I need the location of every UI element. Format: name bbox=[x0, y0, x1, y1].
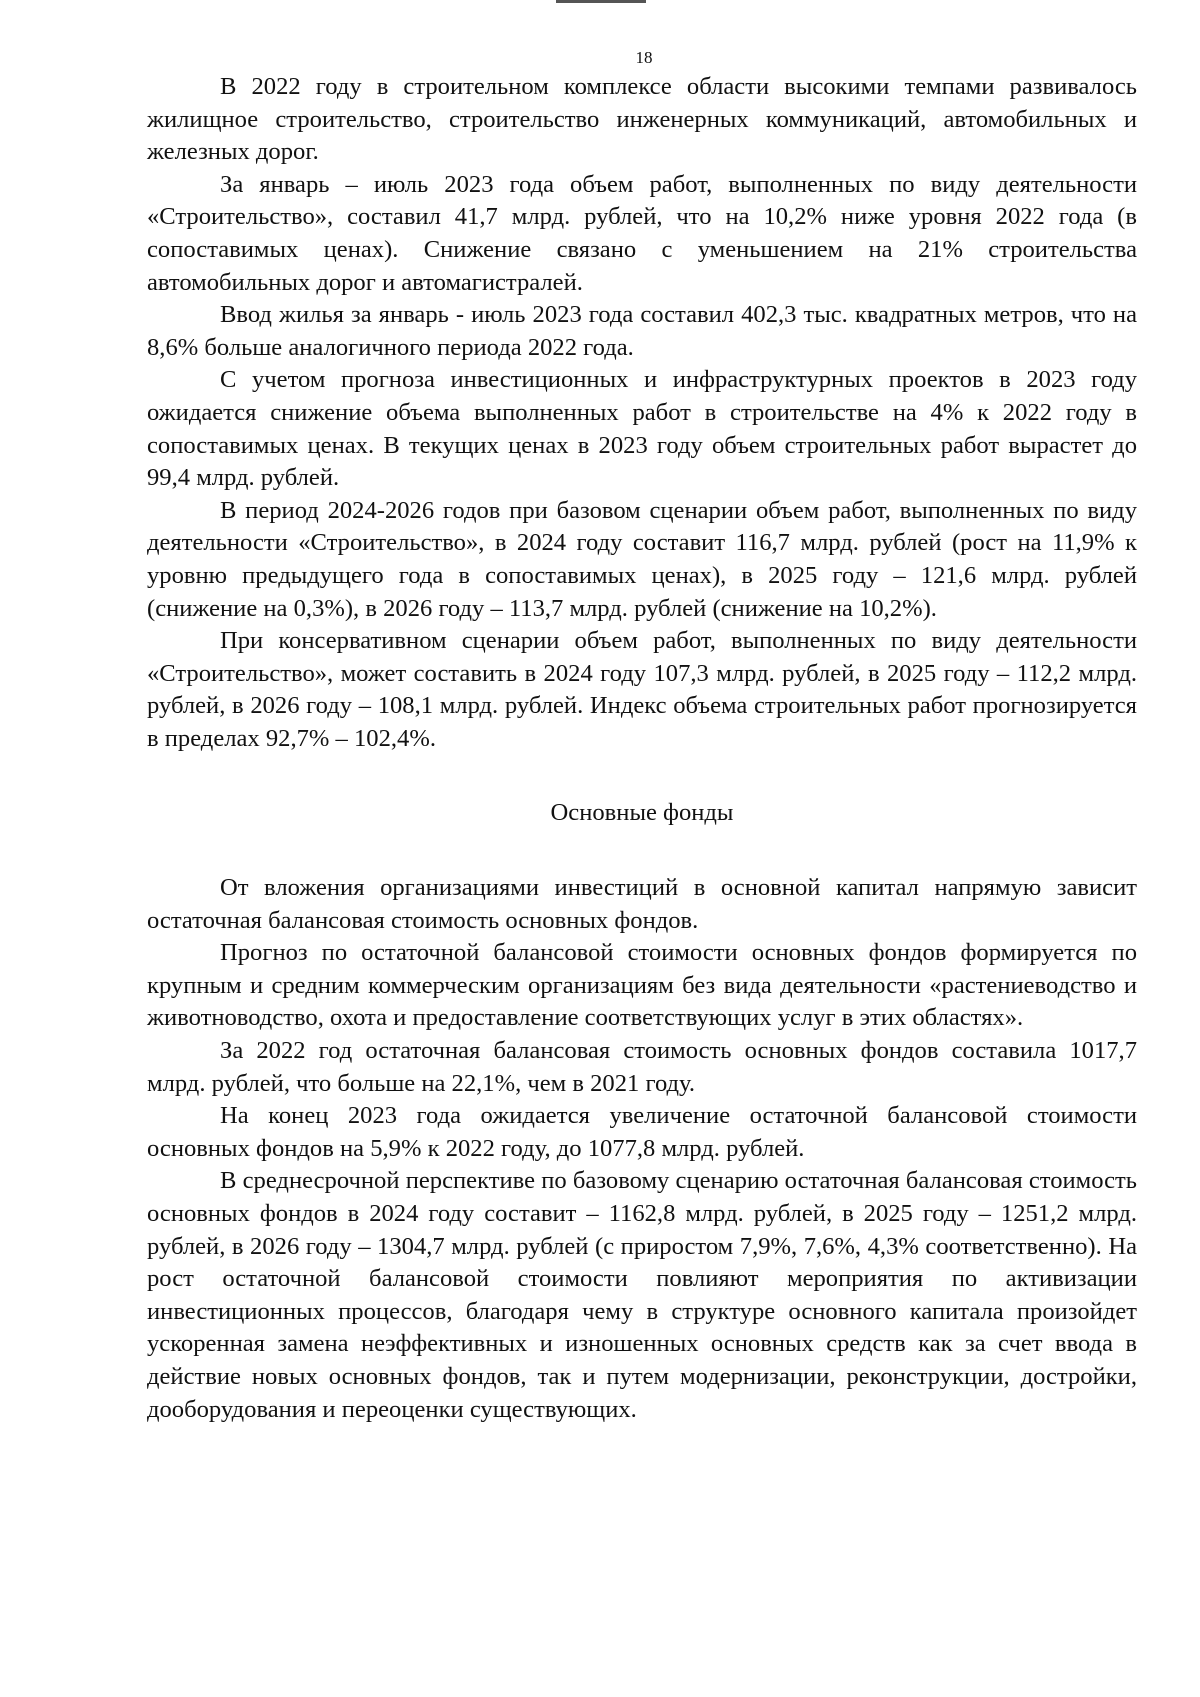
paragraph: С учетом прогноза инвестиционных и инфраструктурных проектов в 2023 году ожидается снижение объема выполненных работ в строительстве на 4% к 2022 году в сопоставимых ценах. В текущих ценах в 2023 году объем строительных работ вырастет до 99,4 млрд. рублей. bbox=[147, 366, 1137, 492]
paragraph: От вложения организациями инвестиций в основной капитал напрямую зависит остаточная балансовая стоимость основных фондов. bbox=[147, 874, 1137, 934]
paragraph: На конец 2023 года ожидается увеличение остаточной балансовой стоимости основных фондов на 5,9% к 2022 году, до 1077,8 млрд. рублей. bbox=[147, 1102, 1137, 1162]
paragraph: Ввод жилья за январь - июль 2023 года составил 402,3 тыс. квадратных метров, что на 8,6% больше аналогичного периода 2022 года. bbox=[147, 301, 1137, 361]
paragraph: За январь – июль 2023 года объем работ, выполненных по виду деятельности «Строительство», составил 41,7 млрд. рублей, что на 10,2% ниже уровня 2022 года (в сопоставимых ценах). Снижение связано с уменьшением на 21% строительства автомобильных дорог и автомагистралей. bbox=[147, 170, 1137, 296]
paragraph: Прогноз по остаточной балансовой стоимости основных фондов формируется по крупным и средним коммерческим организациям без вида деятельности «растениеводство и животноводство, охота и предоставление соответствующих услуг в этих областях». bbox=[147, 939, 1137, 1032]
paragraph: В период 2024-2026 годов при базовом сценарии объем работ, выполненных по виду деятельности «Строительство», в 2024 году составит 116,7 млрд. рублей (рост на 11,9% к уровню предыдущего года в сопоставимых ценах), в 2025 году – 121,6 млрд. рублей (снижение на 0,3%), в 2026 году – 113,7 млрд. рублей (снижение на 10,2%). bbox=[147, 496, 1137, 622]
paragraph: За 2022 год остаточная балансовая стоимость основных фондов составила 1017,7 млрд. рублей, что больше на 22,1%, чем в 2021 году. bbox=[147, 1037, 1137, 1097]
paragraph: В среднесрочной перспективе по базовому сценарию остаточная балансовая стоимость основных фондов в 2024 году составит – 1162,8 млрд. рублей, в 2025 году – 1251,2 млрд. рублей, в 2026 году – 1304,7 млрд. рублей (с приростом 7,9%, 7,6%, 4,3% соответственно). На рост остаточной балансовой стоимости повлияют мероприятия по активизации инвестиционных процессов, благодаря чему в структуре основного капитала произойдет ускоренная замена неэффективных и изношенных основных средств как за счет ввода в действие новых основных фондов, так и путем модернизации, реконструкции, достройки, дооборудования и переоценки существующих. bbox=[147, 1167, 1137, 1423]
page-number: 18 bbox=[635, 48, 653, 67]
document-body bbox=[147, 71, 1137, 1426]
paragraph: При консервативном сценарии объем работ, выполненных по виду деятельности «Строительство», может составить в 2024 году 107,3 млрд. рублей, в 2025 году – 112,2 млрд. рублей, в 2026 году – 108,1 млрд. рублей. Индекс объема строительных работ прогнозируется в пределах 92,7% – 102,4%. bbox=[147, 627, 1137, 752]
paragraph: В 2022 году в строительном комплексе области высокими темпами развивалось жилищное строительство, строительство инженерных коммуникаций, автомобильных и железных дорог. bbox=[147, 73, 1137, 166]
scan-mark bbox=[556, 0, 646, 3]
section-heading: Основные фонды bbox=[550, 799, 734, 827]
